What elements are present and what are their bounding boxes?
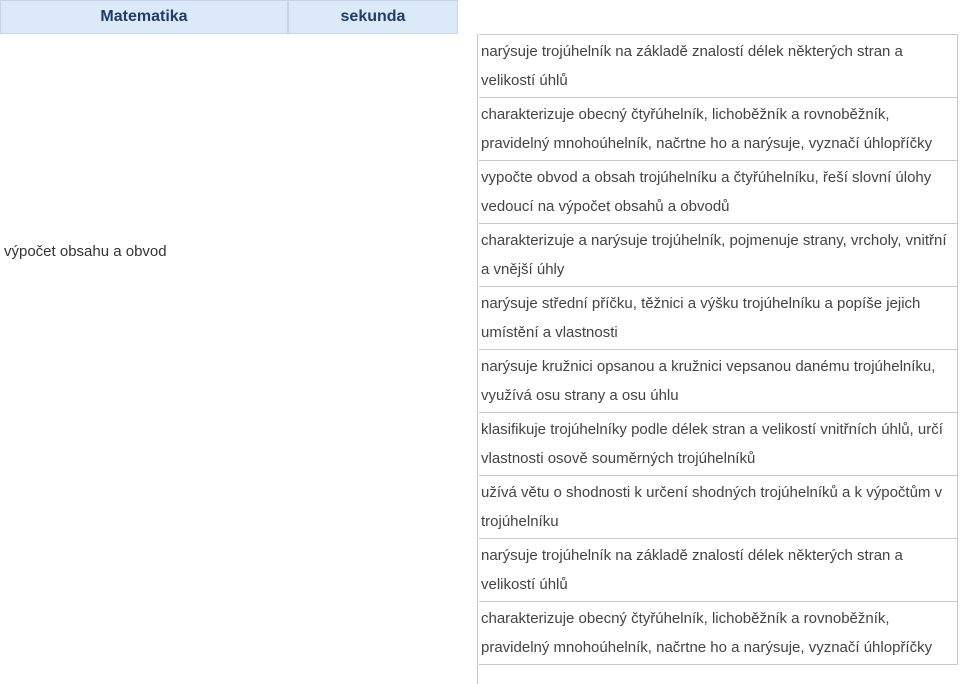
- outcome-row: klasifikuje trojúhelníky podle délek stran a velikostí vnitřních úhlů, určí vlastnosti osově souměrných trojúhelníků: [479, 413, 958, 476]
- outcome-row: vypočte obvod a obsah trojúhelníku a čtyřúhelníku, řeší slovní úlohy vedoucí na výpočet obsahů a obvodů: [479, 161, 958, 224]
- outcome-row: charakterizuje a narýsuje trojúhelník, pojmenuje strany, vrcholy, vnitřní a vnější úhly: [479, 224, 958, 287]
- outcome-row: charakterizuje obecný čtyřúhelník, lichoběžník a rovnoběžník, pravidelný mnohoúhelník, načrtne ho a narýsuje, vyznačí úhlopříčky: [479, 98, 958, 161]
- topic-column: [0, 34, 478, 684]
- outcome-row: užívá větu o shodnosti k určení shodných trojúhelníků a k výpočtům v trojúhelníku: [479, 476, 958, 539]
- subject-header: Matematika: [0, 0, 288, 34]
- outcome-row: narýsuje střední příčku, těžnici a výšku trojúhelníku a popíše jejich umístění a vlastnosti: [479, 287, 958, 350]
- topic-label: výpočet obsahu a obvod: [4, 243, 167, 260]
- outcome-row: narýsuje trojúhelník na základě znalostí délek některých stran a velikostí úhlů: [479, 34, 958, 98]
- outcomes-list: [479, 34, 958, 665]
- outcome-row: narýsuje trojúhelník na základě znalostí délek některých stran a velikostí úhlů: [479, 539, 958, 602]
- outcome-row: narýsuje kružnici opsanou a kružnici vepsanou danému trojúhelníku, využívá osu strany a osu úhlu: [479, 350, 958, 413]
- grade-header: sekunda: [288, 0, 458, 34]
- outcome-row: charakterizuje obecný čtyřúhelník, lichoběžník a rovnoběžník, pravidelný mnohoúhelník, načrtne ho a narýsuje, vyznačí úhlopříčky: [479, 602, 958, 665]
